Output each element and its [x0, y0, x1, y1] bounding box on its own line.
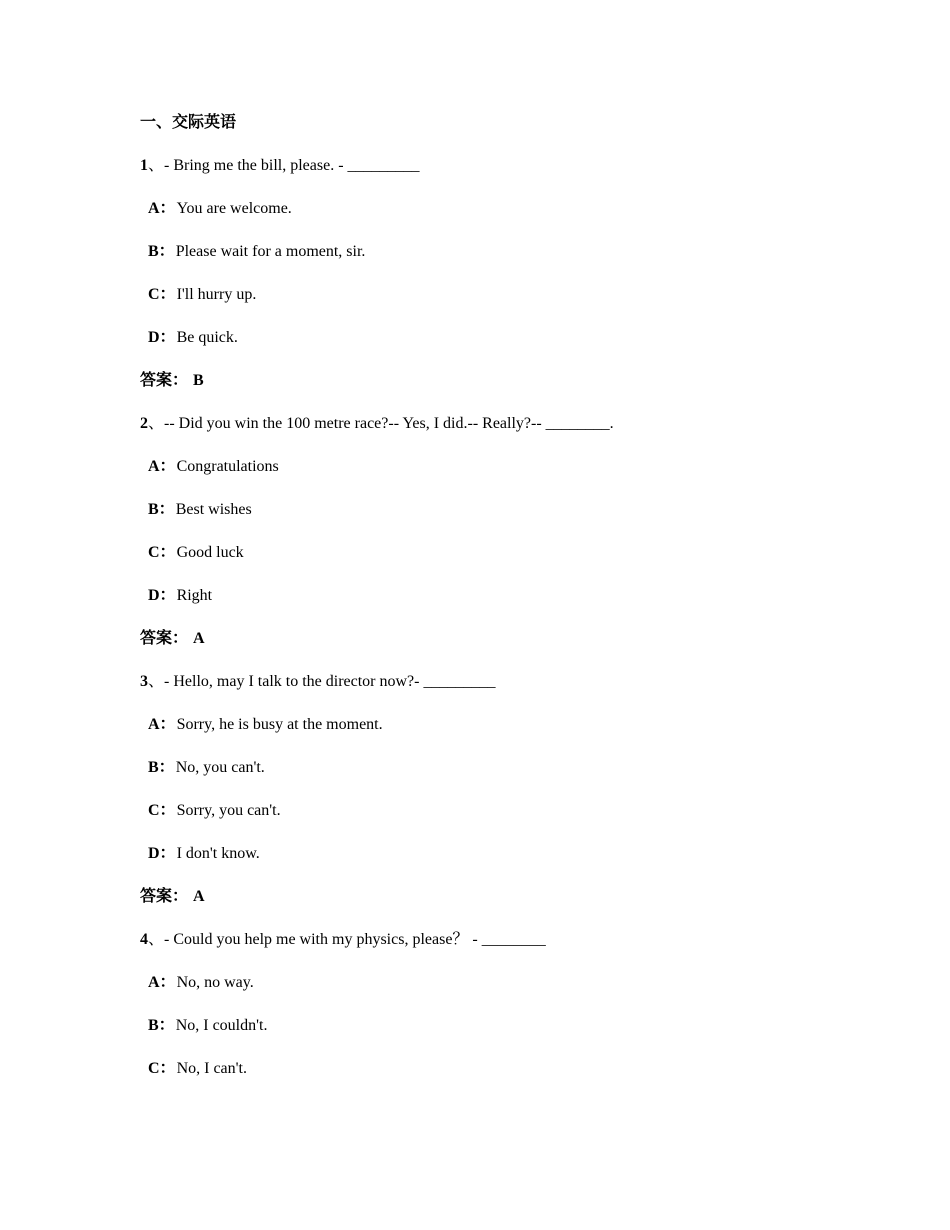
- question-stem: [140, 929, 840, 951]
- option-label: A：: [148, 458, 176, 475]
- section-title: 一、交际英语: [140, 114, 237, 131]
- answer-label: 答案：: [140, 630, 189, 647]
- option-label: B：: [148, 759, 175, 776]
- option-text: Sorry, he is busy at the moment.: [176, 716, 383, 733]
- question-stem: [140, 413, 840, 435]
- option-text: No, I can't.: [176, 1060, 247, 1077]
- option-label: A：: [148, 974, 176, 991]
- question-separator: 、: [148, 157, 165, 174]
- question-4: [140, 929, 840, 1080]
- option-text: Good luck: [176, 544, 244, 561]
- option-label: A：: [148, 200, 176, 217]
- answer-option: [140, 499, 840, 521]
- answer-value: A: [193, 888, 205, 905]
- option-label: C：: [148, 286, 176, 303]
- question-text: -- Did you win the 100 metre race?-- Yes, I did.-- Really?-- ________.: [164, 415, 614, 432]
- option-label: C：: [148, 802, 176, 819]
- question-separator: 、: [148, 931, 165, 948]
- option-text: Right: [176, 587, 213, 604]
- option-label: B：: [148, 243, 175, 260]
- question-stem: [140, 671, 840, 693]
- answer-option: [140, 585, 840, 607]
- answer-line: [140, 370, 840, 392]
- question-number: 4: [140, 931, 148, 948]
- option-text: No, no way.: [176, 974, 254, 991]
- option-text: Congratulations: [176, 458, 279, 475]
- option-label: A：: [148, 716, 176, 733]
- answer-option: [140, 284, 840, 306]
- option-label: D：: [148, 587, 176, 604]
- answer-option: [140, 198, 840, 220]
- option-text: You are welcome.: [176, 200, 292, 217]
- option-label: D：: [148, 845, 176, 862]
- option-text: I'll hurry up.: [176, 286, 257, 303]
- answer-option: [140, 241, 840, 263]
- question-separator: 、: [148, 673, 165, 690]
- option-text: Best wishes: [175, 501, 252, 518]
- question-text: - Bring me the bill, please. - _________: [164, 157, 420, 174]
- question-stem: [140, 155, 840, 177]
- answer-label: 答案：: [140, 372, 189, 389]
- option-label: D：: [148, 329, 176, 346]
- option-label: C：: [148, 544, 176, 561]
- option-text: Sorry, you can't.: [176, 802, 281, 819]
- question-list: [140, 155, 840, 1080]
- option-label: B：: [148, 501, 175, 518]
- answer-option: [140, 456, 840, 478]
- answer-option: [140, 1058, 840, 1080]
- question-number: 1: [140, 157, 148, 174]
- question-3: [140, 671, 840, 908]
- answer-value: A: [193, 630, 205, 647]
- option-text: No, you can't.: [175, 759, 265, 776]
- answer-option: [140, 800, 840, 822]
- answer-option: [140, 757, 840, 779]
- answer-line: [140, 628, 840, 650]
- option-text: Please wait for a moment, sir.: [175, 243, 366, 260]
- option-text: Be quick.: [176, 329, 238, 346]
- answer-value: B: [193, 372, 204, 389]
- question-1: [140, 155, 840, 392]
- option-label: B：: [148, 1017, 175, 1034]
- question-2: [140, 413, 840, 650]
- question-separator: 、: [148, 415, 165, 432]
- answer-label: 答案：: [140, 888, 189, 905]
- answer-option: [140, 327, 840, 349]
- answer-option: [140, 542, 840, 564]
- answer-option: [140, 1015, 840, 1037]
- question-text: - Could you help me with my physics, please？ - ________: [164, 931, 546, 948]
- question-text: - Hello, may I talk to the director now?- _________: [164, 673, 496, 690]
- option-text: No, I couldn't.: [175, 1017, 268, 1034]
- answer-option: [140, 843, 840, 865]
- question-number: 3: [140, 673, 148, 690]
- option-label: C：: [148, 1060, 176, 1077]
- answer-option: [140, 714, 840, 736]
- exam-document: [140, 112, 840, 1101]
- answer-option: [140, 972, 840, 994]
- answer-line: [140, 886, 840, 908]
- question-number: 2: [140, 415, 148, 432]
- option-text: I don't know.: [176, 845, 260, 862]
